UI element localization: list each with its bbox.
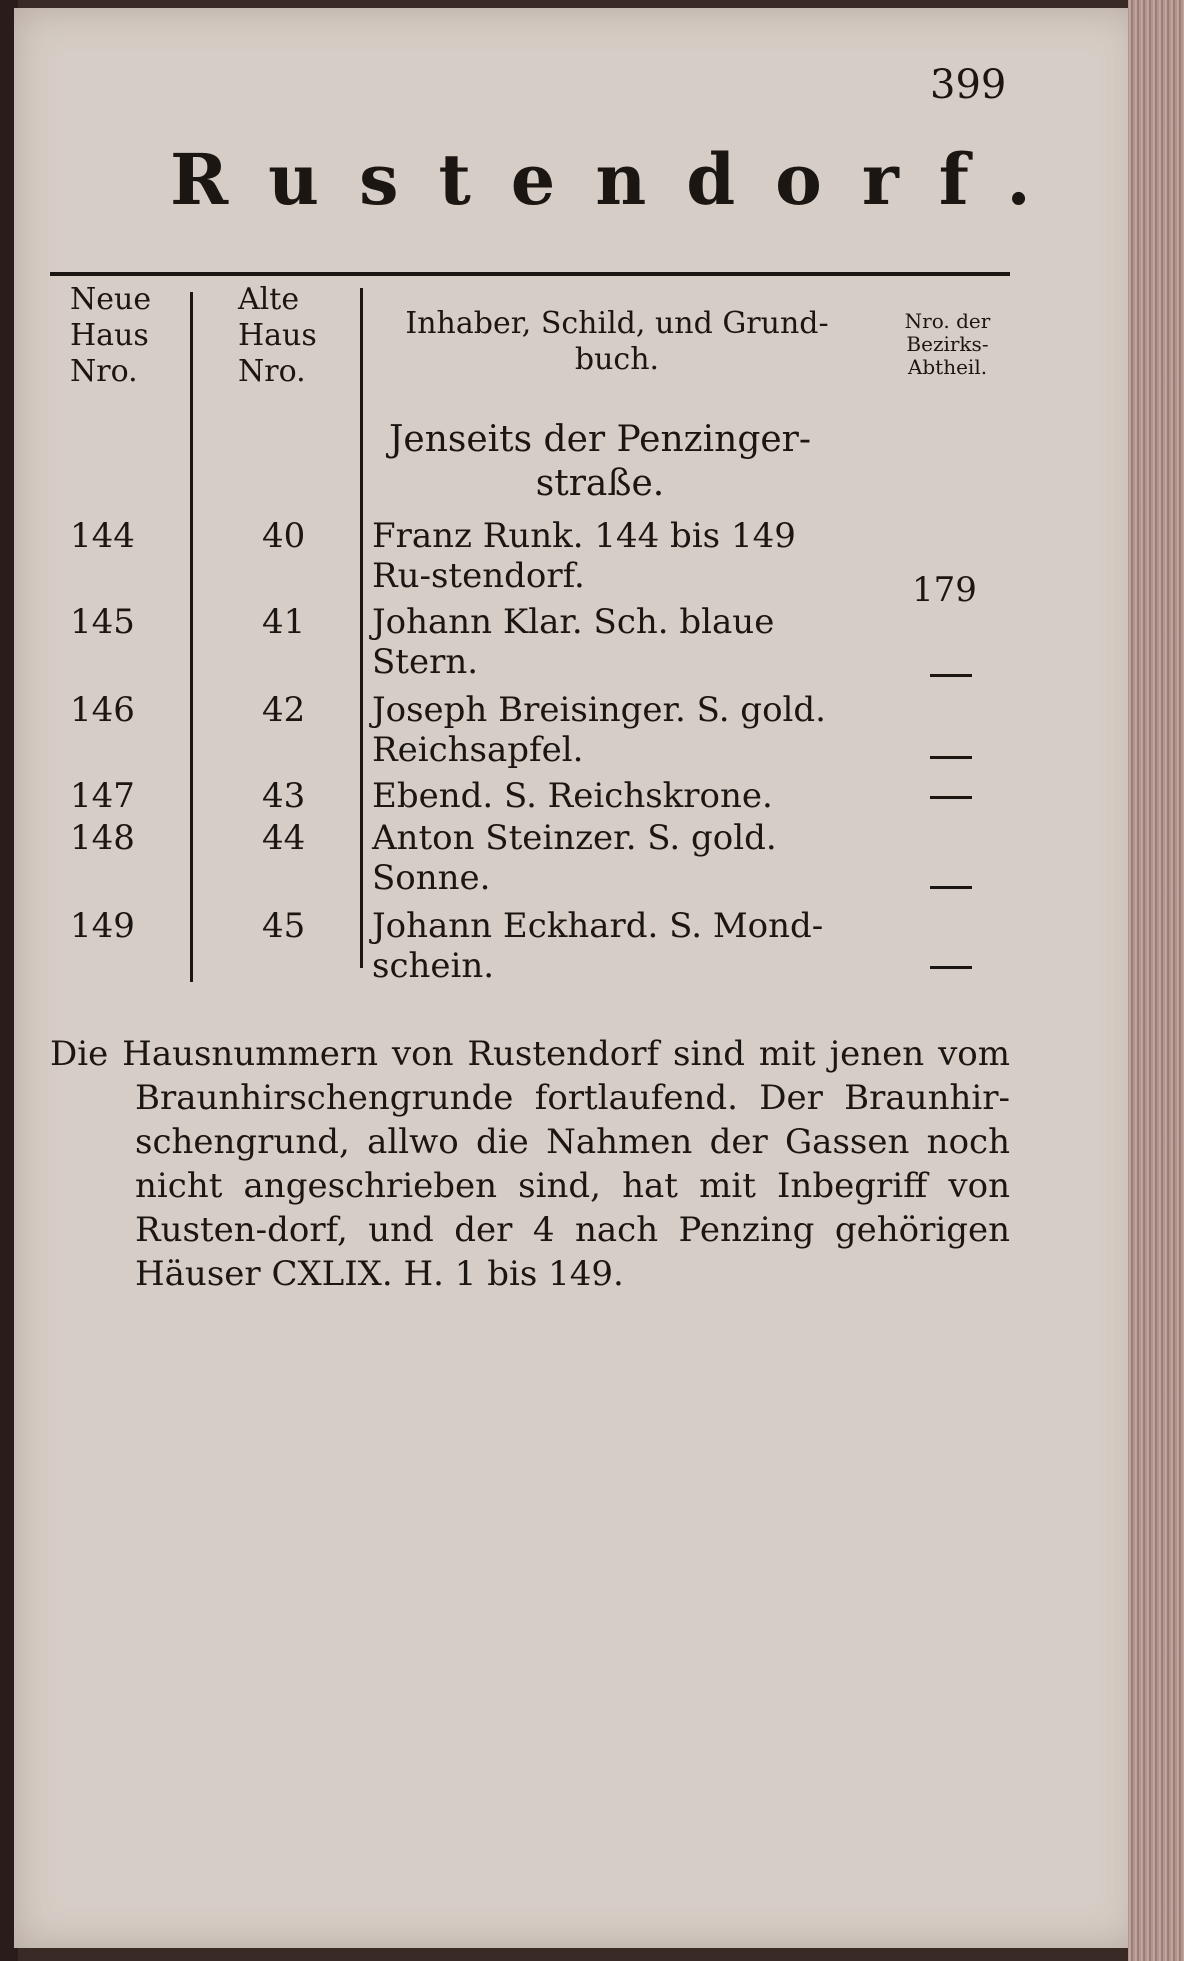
row-new-number: 149 [70, 906, 135, 946]
row-district-dash [930, 674, 972, 677]
column-divider-2 [360, 288, 363, 968]
header-district [880, 310, 1015, 379]
row-old-number: 42 [262, 690, 306, 730]
header-new-line: Neue [70, 282, 152, 317]
header-owner: Inhaber, Schild, und Grund-buch. [405, 306, 829, 377]
row-old-number: 41 [262, 602, 306, 642]
row-district-number: 179 [912, 570, 977, 610]
page-title: Rustendorf. [170, 138, 1071, 221]
page-number: 399 [930, 62, 1007, 108]
header-district-line: Nro. der [904, 309, 991, 333]
header-old-line: Alte [238, 282, 300, 317]
header-rule [50, 272, 1010, 276]
row-old-number: 40 [262, 516, 306, 556]
column-divider-1 [190, 292, 193, 982]
row-owner-text: Ebend. S. Reichskrone. [372, 776, 773, 816]
row-new-number: 144 [70, 516, 135, 556]
row-old-number: 43 [262, 776, 306, 816]
row-owner-text: Joseph Breisinger. S. gold. Reichsapfel. [372, 690, 826, 770]
row-owner-text: Johann Eckhard. S. Mond-schein. [372, 906, 824, 986]
header-old-line: Nro. [238, 354, 306, 389]
row-new-number: 146 [70, 690, 135, 730]
row-district-dash [930, 886, 972, 889]
page-edges [1128, 0, 1184, 1961]
row-old-number: 44 [262, 818, 306, 858]
row-district-dash [930, 756, 972, 759]
row-owner-text: Johann Klar. Sch. blaue Stern. [372, 602, 775, 682]
section-heading: Jenseits der Penzinger-straße. [388, 419, 812, 504]
footnote-text: Die Hausnummern von Rustendorf sind mit jenen vom Braunhirschengrunde fortlaufend. Der Braunhir-schengrund, allwo die Nahmen der Gassen noch nicht angeschrieben sind, hat mit Inbegriff von Rusten-dorf, und der 4 nach Penzing gehörigen Häuser CXLIX. H. 1 bis 149. [50, 1034, 1010, 1294]
row-owner-text: Anton Steinzer. S. gold. Sonne. [372, 818, 777, 898]
header-old-number [238, 282, 317, 390]
header-new-line: Haus [70, 318, 149, 353]
row-new-number: 148 [70, 818, 135, 858]
row-new-number: 145 [70, 602, 135, 642]
row-district-dash [930, 966, 972, 969]
row-old-number: 45 [262, 906, 306, 946]
header-district-line: Bezirks- [906, 332, 989, 356]
footnote [50, 1032, 1010, 1296]
header-old-line: Haus [238, 318, 317, 353]
row-district-dash [930, 796, 972, 799]
row-new-number: 147 [70, 776, 135, 816]
row-owner-text: Franz Runk. 144 bis 149 Ru-stendorf. [372, 516, 796, 596]
header-district-line: Abtheil. [907, 355, 988, 379]
header-new-line: Nro. [70, 354, 138, 389]
header-new-number [70, 282, 151, 390]
